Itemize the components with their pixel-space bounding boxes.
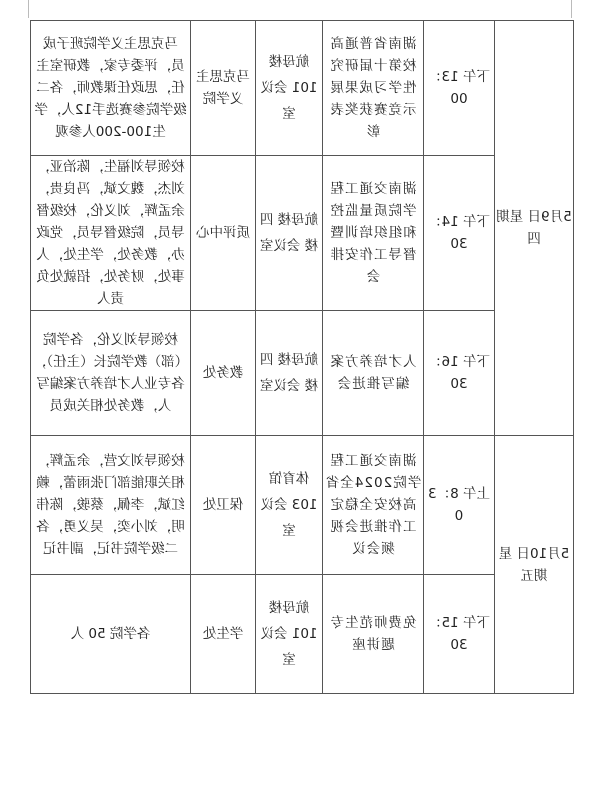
organizer-cell: 学生处 [191, 575, 256, 694]
place-cell: 航母楼 四楼 会议室 [256, 311, 323, 436]
time-cell: 下午 15：30 [424, 575, 495, 694]
organizer-cell: 保卫处 [191, 436, 256, 575]
participants-cell: 校领导刘福生，陈治亚，刘杰，魏文斌，冯良贵，余孟辉，刘义伦，校级督导员，院级督导员，党政办，教务处，学生处，人事处，财务处，招就处负责人 [31, 156, 191, 311]
topic-cell: 人才培养方案编写推进会 [323, 311, 424, 436]
place-cell: 航母楼 101 会议室 [256, 575, 323, 694]
corner-crop-mark-left [8, 0, 29, 18]
table-row [31, 156, 574, 311]
schedule-table [30, 20, 574, 694]
participants-cell: 校领导刘文营，余孟辉，相关职能部门张雨蕾，赖红斌，李佩，蔡骏，陈伟明，刘小奕，吴义勇，各二级学院书记，副书记 [31, 436, 191, 575]
place-cell: 体育馆 103 会议室 [256, 436, 323, 575]
mirrored-table-wrapper [30, 20, 574, 694]
date-cell: 5月9日 星期四 [495, 21, 574, 436]
participants-cell: 各学院 50 人 [31, 575, 191, 694]
participants-cell: 校领导刘义伦，各学院（部）教学院长（主任），各专业人才培养方案编写人，教务处相关成员 [31, 311, 191, 436]
topic-cell: 湖南交通工程学院2024全省高校安全稳定工作推进会视频会议 [323, 436, 424, 575]
participants-cell: 马克思主义学院班子成员，评委专家，教研室主任，思政任课教师，各二级学院参赛选手12人，学生100-200人参观 [31, 21, 191, 156]
corner-crop-mark-right [571, 0, 592, 18]
organizer-cell: 教务处 [191, 311, 256, 436]
date-cell: 5月10日 星期五 [495, 436, 574, 694]
organizer-cell: 马克思主义学院 [191, 21, 256, 156]
topic-cell: 湖南交通工程学院质量监控和组织培训暨督导工作安排会 [323, 156, 424, 311]
topic-cell: 免费师范生专题讲座 [323, 575, 424, 694]
time-cell: 下午 13：00 [424, 21, 495, 156]
time-cell: 下午 14：30 [424, 156, 495, 311]
table-row [31, 21, 574, 156]
place-cell: 航母楼 四楼 会议室 [256, 156, 323, 311]
organizer-cell: 质评中心 [191, 156, 256, 311]
time-cell: 下午 16：30 [424, 311, 495, 436]
time-cell: 上午 8：30 [424, 436, 495, 575]
place-cell: 航母楼 101 会议室 [256, 21, 323, 156]
table-row [31, 311, 574, 436]
topic-cell: 湖南省普通高校第十届研究性学习成果展示竞赛获奖表彰 [323, 21, 424, 156]
table-row [31, 575, 574, 694]
table-row [31, 436, 574, 575]
